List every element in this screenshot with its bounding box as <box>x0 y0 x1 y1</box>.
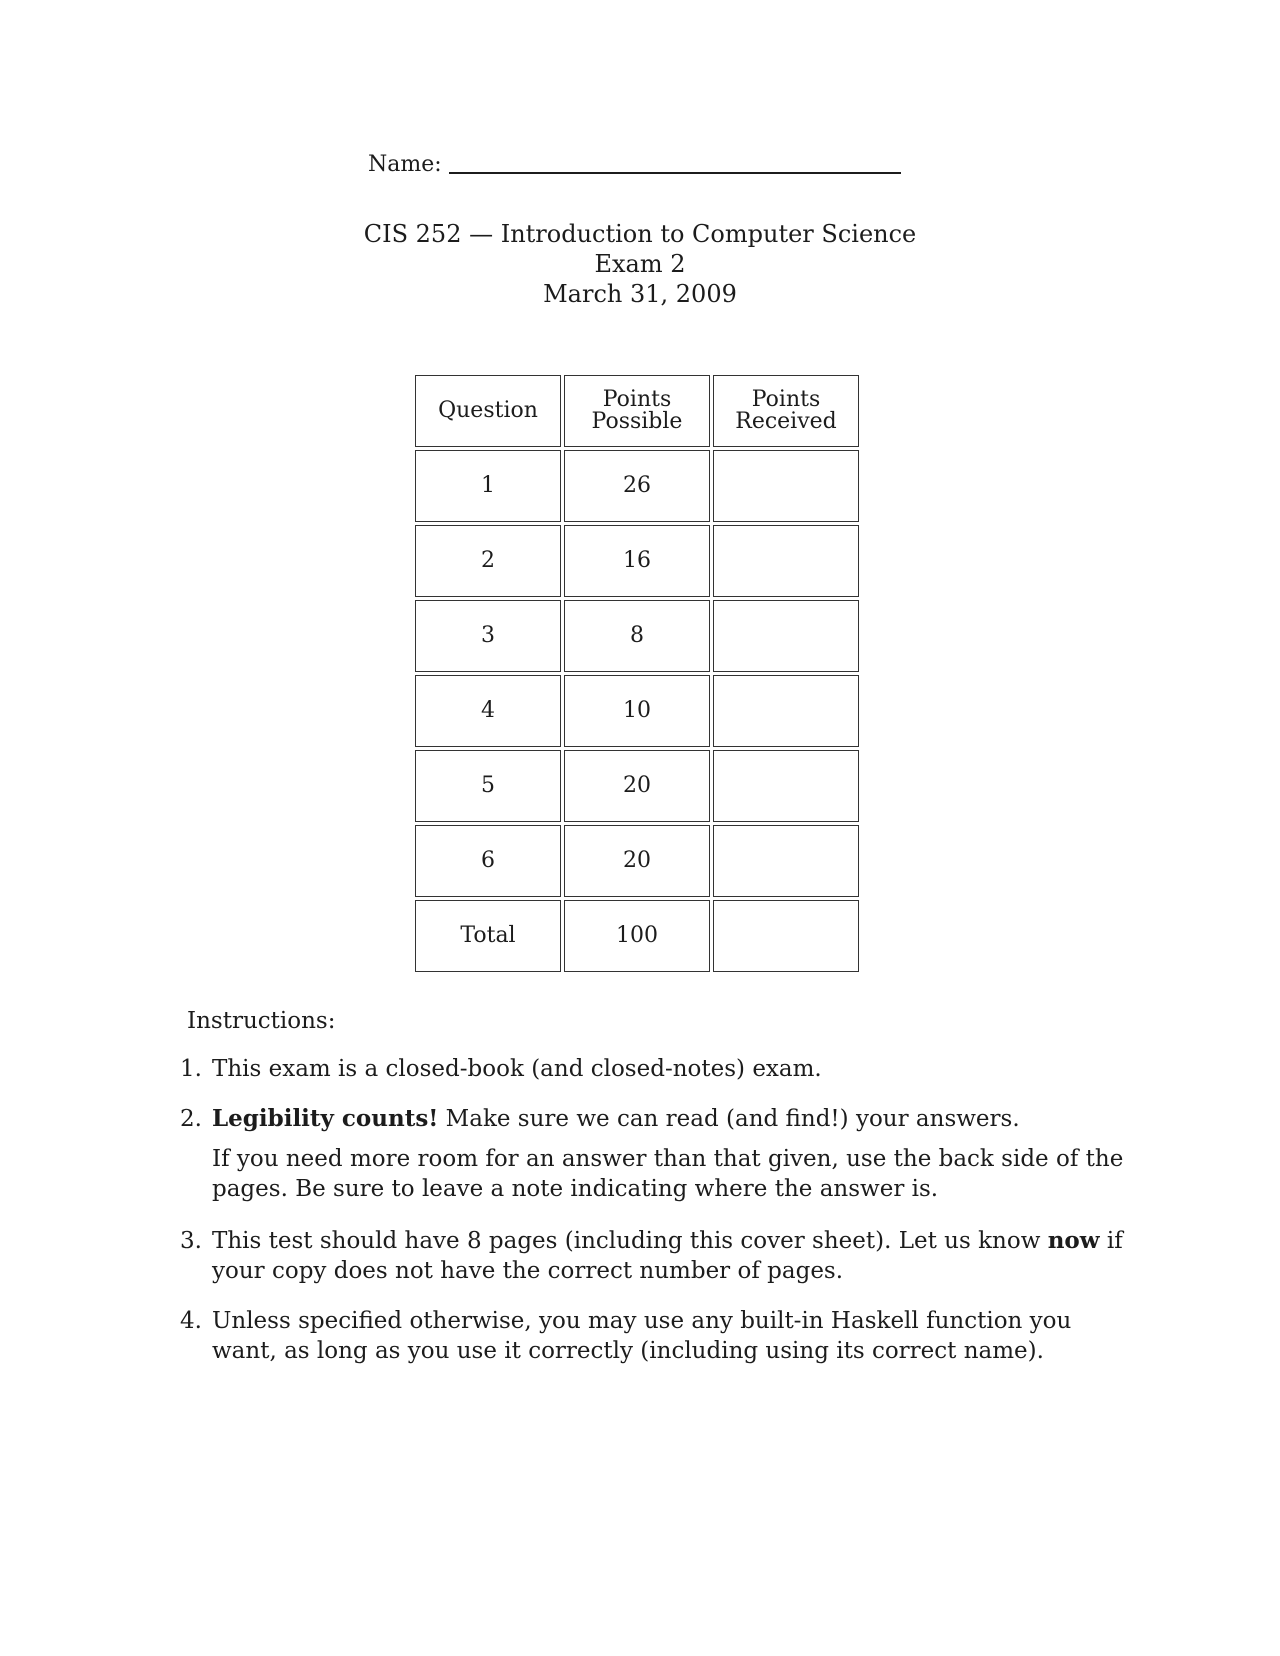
table-row <box>415 525 859 597</box>
table-row <box>415 825 859 897</box>
total-label: Total <box>415 900 561 972</box>
score-table <box>412 372 862 975</box>
total-points-received[interactable] <box>713 900 859 972</box>
question-number: 1 <box>415 450 561 522</box>
instruction-item-4 <box>180 1306 1130 1366</box>
item-text: This exam is a closed-book (and closed-notes) exam. <box>212 1056 822 1082</box>
question-number: 2 <box>415 525 561 597</box>
points-possible: 16 <box>564 525 710 597</box>
points-received[interactable] <box>713 450 859 522</box>
total-row <box>415 900 859 972</box>
points-possible: 20 <box>564 825 710 897</box>
exam-title: Exam 2 <box>594 250 686 278</box>
instruction-item-2 <box>180 1104 1130 1204</box>
question-number: 3 <box>415 600 561 672</box>
item-note: If you need more room for an answer than that given, use the back side of the pages. Be sure to leave a note indicating where the answer is. <box>212 1146 1124 1202</box>
instructions-heading: Instructions: <box>187 1008 336 1034</box>
item-text: This test should have 8 pages (including this cover sheet). Let us know <box>212 1228 1048 1254</box>
table-row <box>415 450 859 522</box>
exam-date: March 31, 2009 <box>543 280 737 308</box>
item-number: 2. <box>180 1106 202 1132</box>
points-received[interactable] <box>713 675 859 747</box>
header-points-received: Points Received <box>713 375 859 447</box>
table-row <box>415 675 859 747</box>
item-text: Unless specified otherwise, you may use any built-in Haskell function you want, as long as you use it correctly (including using its correct name). <box>212 1308 1072 1364</box>
name-label: Name: <box>368 152 442 177</box>
question-number: 4 <box>415 675 561 747</box>
item-text-end: if your copy does not have the correct number of pages. <box>212 1228 1123 1284</box>
points-possible: 26 <box>564 450 710 522</box>
item-number: 1. <box>180 1056 202 1082</box>
table-row <box>415 600 859 672</box>
points-received[interactable] <box>713 525 859 597</box>
total-points-possible: 100 <box>564 900 710 972</box>
item-bold-text: Legibility counts! <box>212 1105 439 1132</box>
question-number: 5 <box>415 750 561 822</box>
item-number: 4. <box>180 1308 202 1334</box>
points-possible: 20 <box>564 750 710 822</box>
header-question: Question <box>415 375 561 447</box>
item-number: 3. <box>180 1228 202 1254</box>
points-possible: 10 <box>564 675 710 747</box>
points-received[interactable] <box>713 600 859 672</box>
question-number: 6 <box>415 825 561 897</box>
item-text: Make sure we can read (and find!) your answers. <box>438 1106 1020 1132</box>
header-points-possible: Points Possible <box>564 375 710 447</box>
table-row <box>415 750 859 822</box>
instruction-item-3 <box>180 1226 1130 1286</box>
points-received[interactable] <box>713 825 859 897</box>
item-bold-text: now <box>1047 1227 1100 1254</box>
name-field[interactable] <box>449 172 901 174</box>
course-title: CIS 252 — Introduction to Computer Science <box>363 220 917 248</box>
table-header-row <box>415 375 859 447</box>
instruction-item-1 <box>180 1054 1130 1084</box>
points-received[interactable] <box>713 750 859 822</box>
points-possible: 8 <box>564 600 710 672</box>
